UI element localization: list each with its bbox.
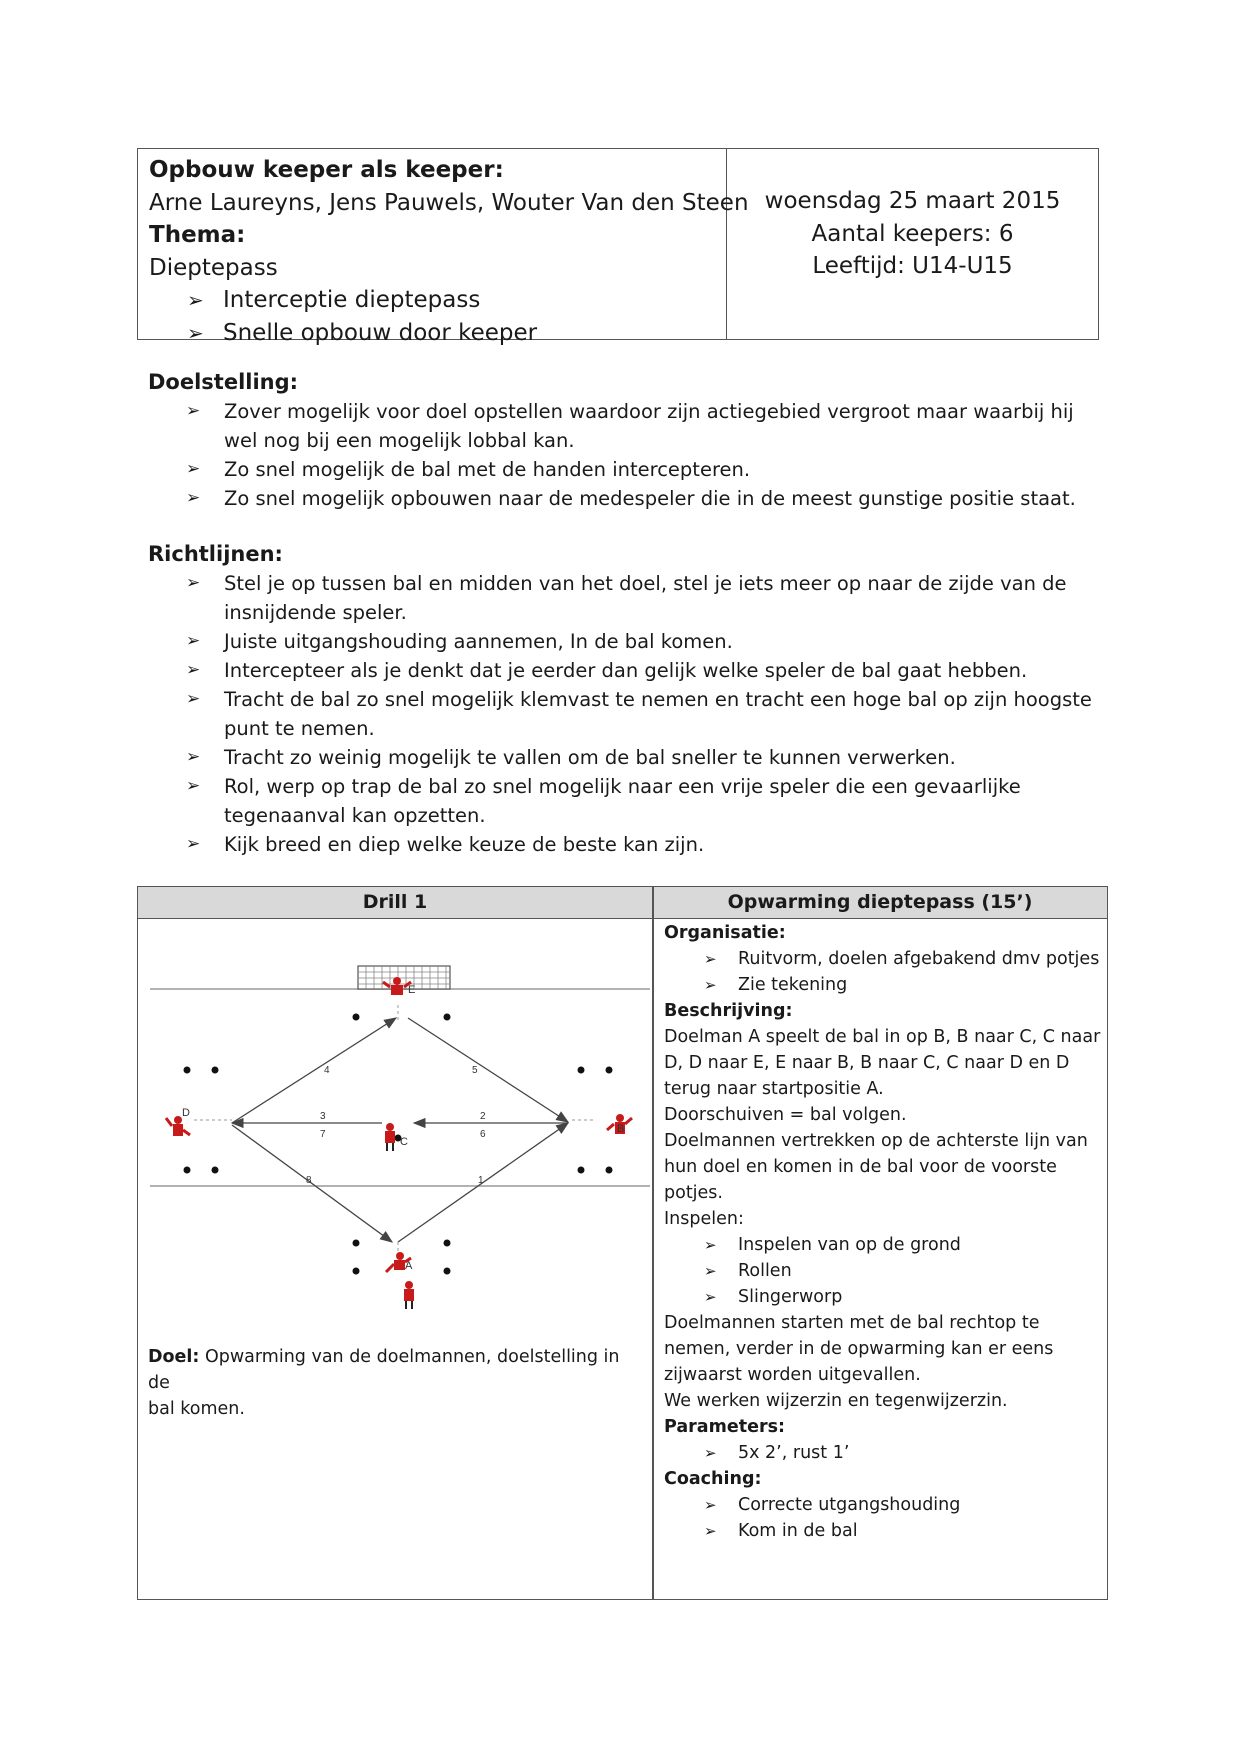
richtlijn-text: Rol, werp op trap de bal zo snel mogelijk naar een vrije speler die een gevaarlijke: [224, 775, 1021, 798]
richtlijn-text: Intercepteer als je denkt dat je eerder dan gelijk welke speler de bal gaat hebben.: [224, 659, 1028, 682]
coaching-label: Coaching:: [664, 1469, 762, 1489]
doel-text: Opwarming van de doelmannen, doelstelling in de: [148, 1347, 620, 1393]
richtlijn-item: [148, 830, 1098, 859]
arrow-bullet-icon: ➢: [186, 631, 201, 651]
doelstelling-section: [148, 368, 1098, 513]
server-player-icon: [404, 1281, 414, 1309]
pass-label-7: 7: [320, 1129, 326, 1140]
inspelen-text: Slingerworp: [738, 1287, 843, 1307]
inspelen-text: Rollen: [738, 1261, 792, 1281]
extra-line: Doelmannen starten met de bal rechtop te: [664, 1313, 1040, 1333]
inspelen-item: [664, 1258, 1104, 1284]
label-c: C: [400, 1136, 408, 1148]
coaching-text: Correcte utgangshouding: [738, 1495, 961, 1515]
arrow-bullet-icon: ➢: [186, 747, 201, 767]
cone-markers: [184, 1014, 613, 1275]
inspelen-label: Inspelen:: [664, 1209, 744, 1229]
richtlijn-text: Tracht de bal zo snel mogelijk klemvast te nemen en tracht een hoge bal op zijn hoogste: [224, 688, 1092, 711]
keeper-count: Aantal keepers: 6: [811, 220, 1014, 247]
beschrijving-line: Doelmannen vertrekken op de achterste lijn van: [664, 1131, 1088, 1151]
arrow-bullet-icon: ➢: [187, 288, 204, 312]
theme-item: [149, 284, 726, 317]
beschrijving-line: D, D naar E, E naar B, B naar C, C naar D en D: [664, 1053, 1070, 1073]
doel-label: Doel:: [148, 1347, 200, 1367]
arrow-bullet-icon: ➢: [704, 1236, 717, 1254]
richtlijn-continuation: [148, 801, 1098, 830]
doelstelling-item: [148, 455, 1098, 484]
doelstelling-title: Doelstelling:: [148, 370, 299, 394]
richtlijnen-section: [148, 540, 1098, 859]
pass-arrows: [232, 1018, 568, 1242]
arrow-bullet-icon: ➢: [704, 1522, 717, 1540]
arrow-bullet-icon: ➢: [187, 320, 204, 345]
coaching-item: [664, 1518, 1104, 1544]
richtlijn-item: [148, 569, 1098, 598]
doelstelling-text: Zo snel mogelijk opbouwen naar de medespeler die in de meest gunstige positie staat.: [224, 487, 1076, 510]
drill-field-diagram: [10, 960, 660, 1345]
pass-label-6: 6: [480, 1129, 486, 1140]
doel-text-continued: bal komen.: [148, 1399, 245, 1419]
label-b: B: [617, 1123, 625, 1135]
arrow-bullet-icon: ➢: [704, 976, 717, 994]
doelstelling-item: [148, 397, 1098, 426]
beschrijving-label: Beschrijving:: [664, 1001, 793, 1021]
theme-item-text: Snelle opbouw door keeper: [223, 319, 538, 346]
inspelen-item: [664, 1232, 1104, 1258]
extra-line: nemen, verder in de opwarming kan er eens: [664, 1339, 1054, 1359]
pass-label-2: 2: [480, 1111, 486, 1122]
parameters-item: [664, 1440, 1104, 1466]
coaching-item: [664, 1492, 1104, 1518]
drill-goal-text: [148, 1344, 638, 1422]
richtlijn-item: [148, 772, 1098, 801]
keeper-d-icon: [166, 1116, 190, 1136]
arrow-bullet-icon: ➢: [186, 776, 201, 796]
organisatie-label: Organisatie:: [664, 923, 786, 943]
pass-label-4: 4: [324, 1065, 330, 1076]
drill-description: [664, 920, 1104, 1544]
header-right-cell: [727, 149, 1098, 339]
organisatie-item: [664, 946, 1104, 972]
richtlijnen-title: Richtlijnen:: [148, 542, 283, 566]
header-table: [137, 148, 1099, 346]
richtlijn-continuation: [148, 714, 1098, 743]
arrow-bullet-icon: ➢: [186, 573, 201, 593]
drill-exercise-title: Opwarming dieptepass (15’): [727, 891, 1033, 913]
doelstelling-continuation: [148, 426, 1098, 455]
label-e: E: [408, 984, 416, 996]
doelstelling-text: Zo snel mogelijk de bal met de handen intercepteren.: [224, 458, 751, 481]
organisatie-item: [664, 972, 1104, 998]
session-date: woensdag 25 maart 2015: [764, 188, 1061, 214]
beschrijving-line: terug naar startpositie A.: [664, 1079, 884, 1099]
richtlijn-text: tegenaanval kan opzetten.: [224, 804, 486, 827]
richtlijn-text: insnijdende speler.: [224, 601, 407, 624]
inspelen-item: [664, 1284, 1104, 1310]
organisatie-text: Zie tekening: [738, 975, 848, 995]
header-title: Opbouw keeper als keeper:: [149, 157, 504, 183]
parameters-text: 5x 2’, rust 1’: [738, 1443, 850, 1463]
pass-label-8: 8: [306, 1175, 312, 1186]
arrow-bullet-icon: ➢: [704, 950, 717, 968]
arrow-bullet-icon: ➢: [704, 1262, 717, 1280]
drill-header-row: [138, 887, 1107, 919]
richtlijn-text: Kijk breed en diep welke keuze de beste kan zijn.: [224, 833, 705, 856]
richtlijn-item: [148, 743, 1098, 772]
theme-item: [149, 317, 726, 350]
label-a: A: [405, 1260, 413, 1272]
label-d: D: [182, 1107, 190, 1119]
theme-value: Dieptepass: [149, 254, 278, 281]
richtlijn-text: Tracht zo weinig mogelijk te vallen om de bal sneller te kunnen verwerken.: [224, 746, 956, 769]
pass-label-1: 1: [478, 1175, 484, 1186]
richtlijn-text: Stel je op tussen bal en midden van het doel, stel je iets meer op naar de zijde van de: [224, 572, 1067, 595]
theme-item-text: Interceptie dieptepass: [223, 287, 481, 313]
parameters-label: Parameters:: [664, 1417, 785, 1437]
arrow-bullet-icon: ➢: [186, 660, 201, 680]
arrow-bullet-icon: ➢: [186, 689, 201, 709]
pass-label-5: 5: [472, 1065, 478, 1076]
richtlijn-item: [148, 656, 1098, 685]
beschrijving-line: Doorschuiven = bal volgen.: [664, 1105, 907, 1125]
beschrijving-line: hun doel en komen in de bal voor de voorste: [664, 1157, 1057, 1177]
arrow-bullet-icon: ➢: [186, 834, 201, 854]
beschrijving-line: Doelman A speelt de bal in op B, B naar C, C naar: [664, 1027, 1101, 1047]
extra-line: We werken wijzerzin en tegenwijzerzin.: [664, 1391, 1008, 1411]
coaching-text: Kom in de bal: [738, 1521, 858, 1541]
arrow-bullet-icon: ➢: [186, 488, 201, 508]
richtlijn-continuation: [148, 598, 1098, 627]
header-authors: Arne Laureyns, Jens Pauwels, Wouter Van den Steen: [149, 189, 749, 216]
inspelen-text: Inspelen van op de grond: [738, 1235, 961, 1255]
pass-label-3: 3: [320, 1111, 326, 1122]
drill-title: Drill 1: [362, 891, 428, 913]
doelstelling-text: Zover mogelijk voor doel opstellen waardoor zijn actiegebied vergroot maar waarbij hij: [224, 400, 1074, 423]
arrow-bullet-icon: ➢: [186, 401, 201, 421]
doelstelling-item: [148, 484, 1098, 513]
arrow-bullet-icon: ➢: [186, 459, 201, 479]
doelstelling-text: wel nog bij een mogelijk lobbal kan.: [224, 429, 575, 452]
richtlijn-text: Juiste uitgangshouding aannemen, In de bal komen.: [224, 630, 733, 653]
arrow-bullet-icon: ➢: [704, 1444, 717, 1462]
richtlijn-item: [148, 685, 1098, 714]
player-c-icon: [385, 1123, 395, 1151]
arrow-bullet-icon: ➢: [704, 1496, 717, 1514]
header-left-cell: [138, 149, 749, 346]
beschrijving-line: potjes.: [664, 1183, 723, 1203]
age-group: Leeftijd: U14-U15: [812, 253, 1013, 279]
richtlijn-item: [148, 627, 1098, 656]
organisatie-text: Ruitvorm, doelen afgebakend dmv potjes: [738, 949, 1100, 969]
arrow-bullet-icon: ➢: [704, 1288, 717, 1306]
extra-line: zijwaarst worden uitgevallen.: [664, 1365, 921, 1385]
richtlijn-text: punt te nemen.: [224, 717, 375, 740]
theme-label: Thema:: [149, 222, 246, 248]
